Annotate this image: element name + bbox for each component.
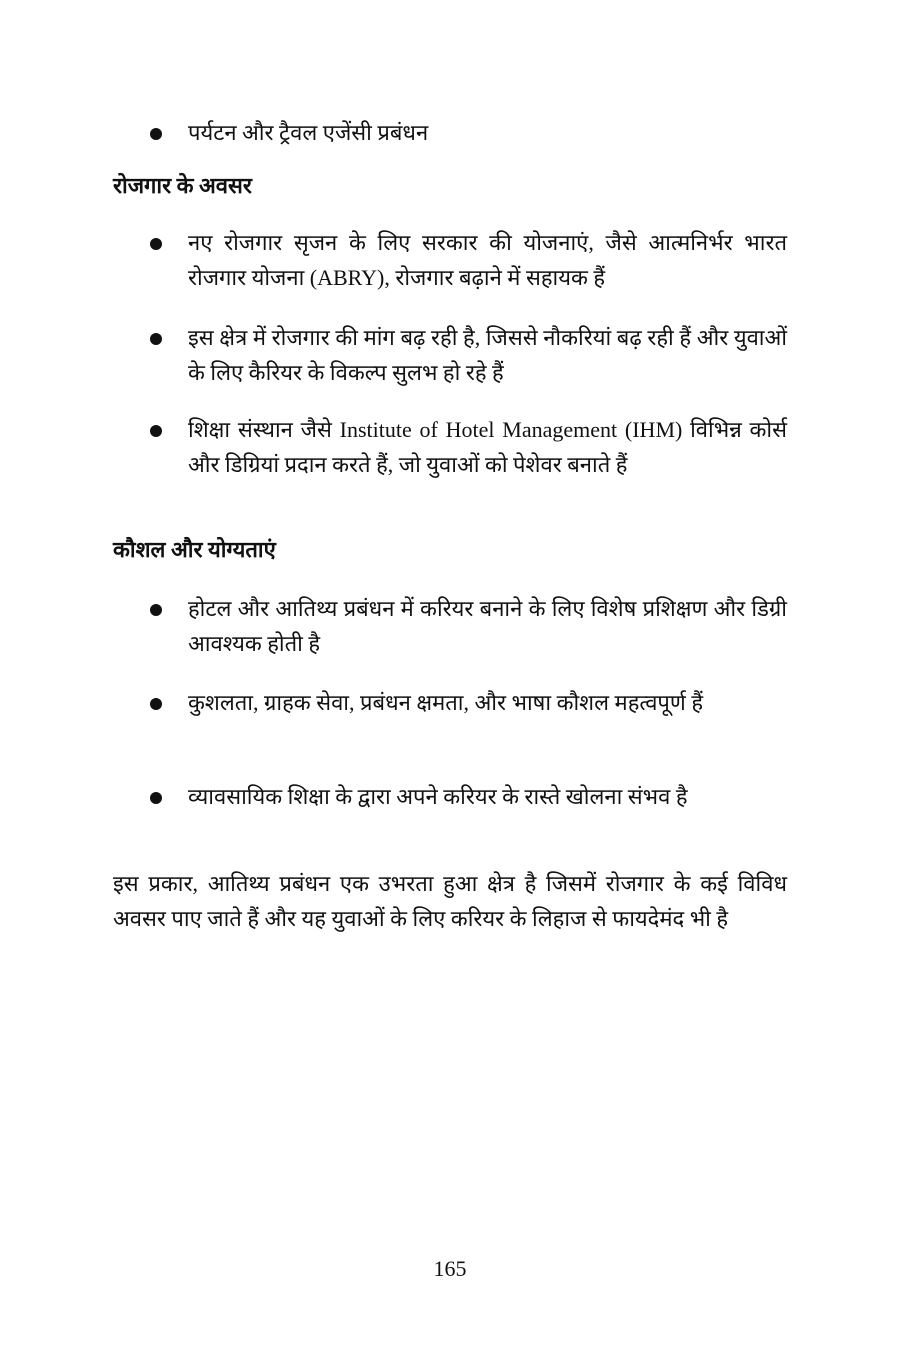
- bullet-icon: [150, 604, 162, 616]
- bullet-icon: [150, 425, 162, 437]
- list-item: पर्यटन और ट्रैवल एजेंसी प्रबंधन: [188, 120, 429, 145]
- bullet-icon: [150, 792, 162, 804]
- bullet-icon: [150, 238, 162, 250]
- list-item: इस क्षेत्र में रोजगार की मांग बढ़ रही है, जिससे नौकरियां बढ़ रही हैं और युवाओं के लिए कैरियर के विकल्प सुलभ हो रहे हैं: [188, 325, 787, 385]
- list-item: कुशलता, ग्राहक सेवा, प्रबंधन क्षमता, और भाषा कौशल महत्वपूर्ण हैं: [188, 690, 704, 715]
- list-item: शिक्षा संस्थान जैसे Institute of Hotel Management (IHM) विभिन्न कोर्स और डिग्रियां प्रदान करते हैं, जो युवाओं को पेशेवर बनाते हैं: [188, 417, 787, 477]
- list-item: व्यावसायिक शिक्षा के द्वारा अपने करियर के रास्ते खोलना संभव है: [188, 784, 688, 809]
- bullet-icon: [150, 128, 162, 140]
- list-item: नए रोजगार सृजन के लिए सरकार की योजनाएं, जैसे आत्मनिर्भर भारत रोजगार योजना (ABRY), रोजगार बढ़ाने में सहायक हैं: [188, 230, 787, 290]
- section-heading: रोजगार के अवसर: [113, 173, 252, 198]
- section-heading: कौशल और योग्यताएं: [113, 537, 276, 562]
- bullet-icon: [150, 698, 162, 710]
- list-item: होटल और आतिथ्य प्रबंधन में करियर बनाने के लिए विशेष प्रशिक्षण और डिग्री आवश्यक होती है: [188, 596, 787, 656]
- page-number: 165: [433, 1256, 467, 1281]
- bullet-icon: [150, 333, 162, 345]
- conclusion-paragraph: इस प्रकार, आतिथ्य प्रबंधन एक उभरता हुआ क्षेत्र है जिसमें रोजगार के कई विविध अवसर पाए जाते हैं और यह युवाओं के लिए करियर के लिहाज से फायदेमंद भी है: [113, 871, 787, 931]
